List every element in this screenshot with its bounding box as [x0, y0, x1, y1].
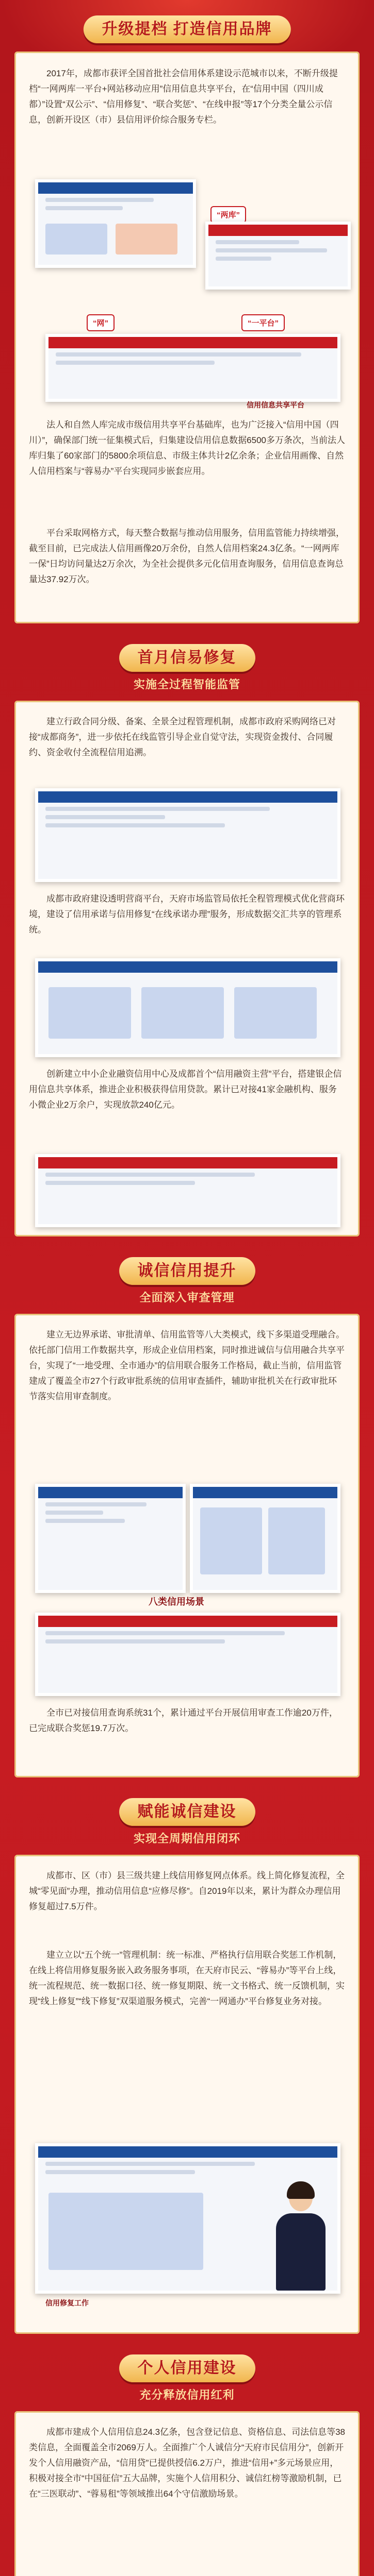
section1-stats-text: 平台采取网格方式，每天整合数据与推动信用服务，信用监管能力持续增强，截至目前，已完成法人信用画像20万余份，自然人信用档案24.3亿条。“一网两库一保”日均访问量达2万余次，为全社会提供多元化信用查询服务，信用信息查询总量达37.92万次。 [29, 528, 345, 584]
section5-panel [14, 2411, 360, 2576]
section4-subtitle: 实现全周期信用闭环 [133, 1832, 241, 1845]
section4-banner: 赋能诚信建设 [119, 1798, 255, 1826]
section4-panel [14, 1855, 360, 2334]
section1-intro-text: 2017年，成都市获评全国首批社会信用体系建设示范城市以来，不断升级提档“一网两库一平台+网站移动应用”信用信息共享平台，在“信用中国（四川成都）”设置“双公示”、“信用修复”、“联合奖惩”、“在线申报”等17个分类全量公示信息，创新开设区（市）县信用评价综合服务专栏。 [29, 69, 338, 125]
screenshot-finance [35, 1154, 340, 1227]
section3-text-1: 建立无边界承诺、审批清单、信用监管等八大类模式，线下多渠道受理融合。依托部门信用工作数据共享，形成企业信用档案，同时推进诚信与信用融合共享平台，实现了“一地受理、全市通办”的信用联合服务工作格局，截止当前，信用监管建成了覆盖全市27个行政审批系统的信用审查插件，辅助审批机关在行政审批环节落实信用审查制度。 [29, 1330, 345, 1401]
section2-subtitle: 实施全过程智能监管 [133, 678, 241, 691]
section2-text-1: 建立行政合同分级、备案、全景全过程管理机制，成都市政府采购网络已对接“成都商务”，进一步依托在线监管引导企业自觉守法，实现资金拨付、合同履约、资金收付全流程信用追溯。 [29, 717, 336, 757]
screenshot-database [205, 222, 351, 290]
section3-banner: 诚信信用提升 [119, 1257, 255, 1285]
callout-one-net: “网” [87, 314, 115, 331]
section5-text-1: 成都市建成个人信用信息24.3亿条，包含登记信息、资格信息、司法信息等38类信息，全面覆盖全市2069万人。全面推广个人诚信分“天府市民信用分”，创新开发个人信用融资产品，“信用贷”已提供授信6.2万户，推进“信用+”多元场景应用，积极对接全市“中国征信”五大品牌，实施个人信用积分、诚信红榜等激励机制，已在“三医联动”、“蓉易租”等领域推出64个守信激励场景。 [29, 2427, 345, 2499]
callout-one-platform: “一平台” [241, 314, 285, 331]
screenshot-scenes [35, 1613, 340, 1696]
section4-text-2: 建立立以“五个统一”管理机制：统一标准、严格执行信用联合奖惩工作机制，在线上将信用修复服务嵌入政务服务事项，在天府市民云、“蓉易办”等平台上线，统一流程规范、统一数据口径、统一修复期限、统一文书格式、统一反馈机制，实现“线上修复”“线下修复”双渠道服务模式，完善“一网通办”平台修复业务对接。 [29, 1950, 345, 2006]
screenshot-contract [35, 788, 340, 882]
screenshot-review-1 [35, 1484, 186, 1593]
callout-two-db: “两库” [210, 206, 246, 223]
caption-repair: 信用修复工作 [45, 2299, 89, 2307]
screenshot-portal [45, 334, 340, 402]
section1-banner: 升级提档 打造信用品牌 [83, 15, 290, 43]
section4-text-1: 成都市、区（市）县三级共建上线信用修复网点体系。线上简化修复流程，全城“零见面”办理，推动信用信息“应修尽修”。自2019年以来，累计为群众办理信用修复超过7.5万件。 [29, 1871, 345, 1911]
section2-text-3: 创新建立中小企业融资信用中心及成都首个“信用融资主营”平台，搭建银企信用信息共享体系，推进企业积极获得信用贷款。累计已对接41家金融机构、服务小微企业2万余户，实现放款240亿元。 [29, 1069, 342, 1110]
section5-banner: 个人信用建设 [119, 2354, 255, 2382]
section2-text-2: 成都市政府建设透明营商平台，天府市场监管局依托全程管理模式优化营商环境，建设了信用承诺与信用修复“在线承诺办理”服务，形成数据交汇共享的管理系统。 [29, 894, 345, 935]
caption-platform: 信用信息共享平台 [247, 401, 304, 409]
section3-subtitle: 全面深入审查管理 [139, 1291, 235, 1304]
screenshot-commitment [35, 958, 340, 1057]
screenshot-platform [35, 179, 196, 268]
section3-panel [14, 1314, 360, 1777]
section1-panel [14, 52, 360, 623]
presenter-avatar-1 [272, 2184, 329, 2293]
section3-text-2: 全市已对接信用查询系统31个，累计通过平台开展信用审查工作逾20万件，已完成联合奖惩19.7万次。 [29, 1708, 338, 1733]
screenshot-review-2 [190, 1484, 340, 1593]
section2-panel [14, 701, 360, 1236]
section2-banner: 首月信易修复 [119, 644, 255, 672]
caption-eight-scenes: 八类信用场景 [149, 1597, 204, 1607]
section1-body-text: 法人和自然人库完成市级信用共享平台基础库，也为广泛接入“信用中国（四川）”，确保部门统一征集模式后，归集建设信用信息数据6500多万条次，当前法人库归集了60家部门的5800余项信息、市级主体共计2亿余条；企业信用画像、自然人信用档案与“蓉易办”平台实现同步嵌套应用。 [29, 420, 345, 476]
section5-subtitle: 充分释放信用红利 [139, 2388, 235, 2401]
